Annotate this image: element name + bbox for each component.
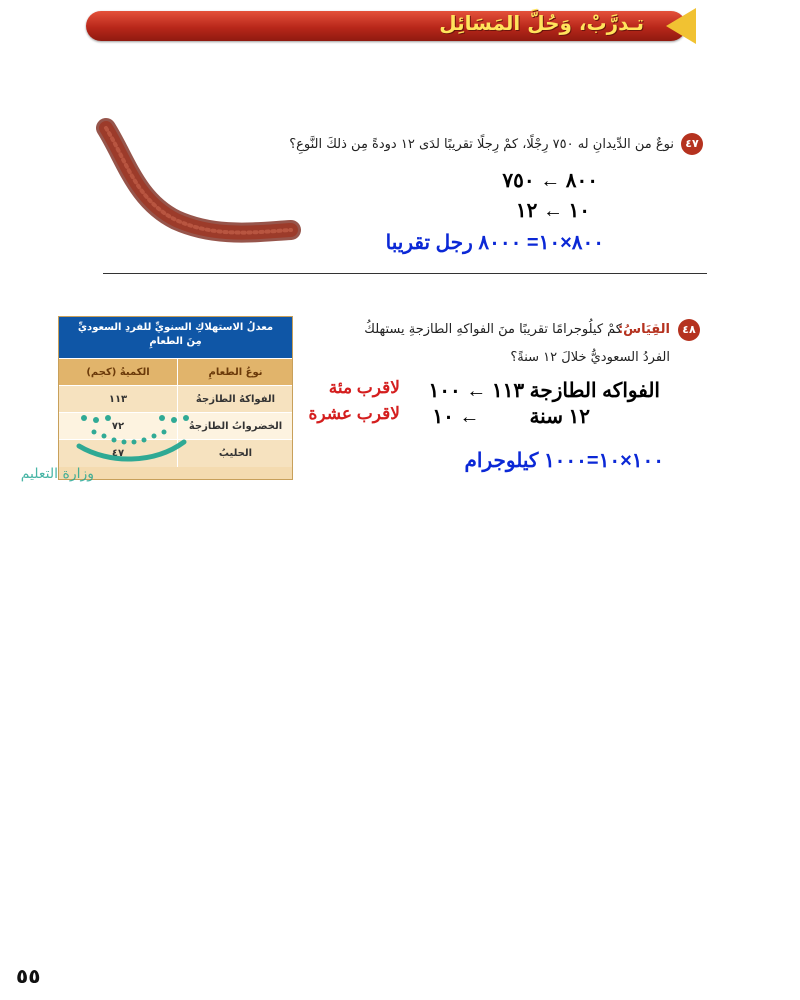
q48-line2: ١٢ سنة ← ١٠: [432, 406, 590, 428]
q47-line1: ٨٠٠ ← ٧٥٠: [502, 170, 598, 192]
question-48-text-line1: كمْ كيلُوجرامًا تقريبًا منَ الفواكهِ الطازجةِ يستهلكُ: [364, 322, 622, 337]
page-number: ٥٥: [16, 964, 41, 988]
millipede-image: [96, 120, 306, 250]
cell-type: الفواكهُ الطازجةُ: [177, 386, 293, 413]
cell-type: الخضرواتُ الطازجةُ: [177, 413, 293, 440]
q47-answer: ٨٠٠×١٠= ٨٠٠٠ رجل تقريبا: [385, 232, 604, 254]
q48-line2-note: لاقرب عشرة: [308, 404, 400, 423]
cell-type: الحليبُ: [177, 440, 293, 467]
column-header-type: نوعُ الطعامِ: [177, 359, 293, 386]
question-48-number: ٤٨: [678, 319, 700, 341]
section-banner: [86, 8, 696, 44]
table-title-line2: مِنَ الطعامِ: [149, 336, 202, 347]
banner-title: تـدرَّبْ، وَحُلَّ المَسَائِل: [439, 11, 644, 35]
q48-line1: الفواكه الطازجة ١١٣ ← ١٠٠: [428, 380, 660, 402]
q47-line2: ١٠ ← ١٢: [515, 200, 590, 222]
q48-line1-note: لاقرب مئة: [328, 378, 400, 397]
question-47-text: نوعٌ من الدِّيدانِ له ٧٥٠ رِجْلًا، كمْ رِجلًا تقريبًا لدَى ١٢ دودةً مِن ذلكَ النَّوعِ؟: [289, 137, 674, 152]
cell-qty: ٤٧: [111, 448, 125, 459]
table-title: [59, 317, 292, 358]
column-header-qty: الكميةُ (كجم): [86, 367, 150, 378]
cell-qty: ١١٣: [108, 394, 128, 405]
watermark-text: وزارة التعليم: [20, 466, 94, 482]
question-48-text-line2: الفردُ السعوديُّ خلالَ ١٢ سنةً؟: [510, 350, 670, 365]
question-47-number: ٤٧: [681, 133, 703, 155]
banner-arrow-icon: [666, 8, 696, 44]
table-row: [59, 385, 292, 413]
ministry-watermark-logo: [20, 412, 194, 482]
section-divider: [103, 273, 707, 274]
question-48-label: القِيَاسُ:: [617, 322, 670, 337]
table-header-row: [59, 358, 292, 386]
cell-qty: ٧٢: [111, 421, 125, 432]
q48-answer: ١٠٠×١٠=١٠٠٠ كيلوجرام: [464, 450, 664, 472]
table-title-line1: معدلُ الاستهلاكِ السنويِّ للفردِ السعوديِّ: [77, 322, 274, 333]
